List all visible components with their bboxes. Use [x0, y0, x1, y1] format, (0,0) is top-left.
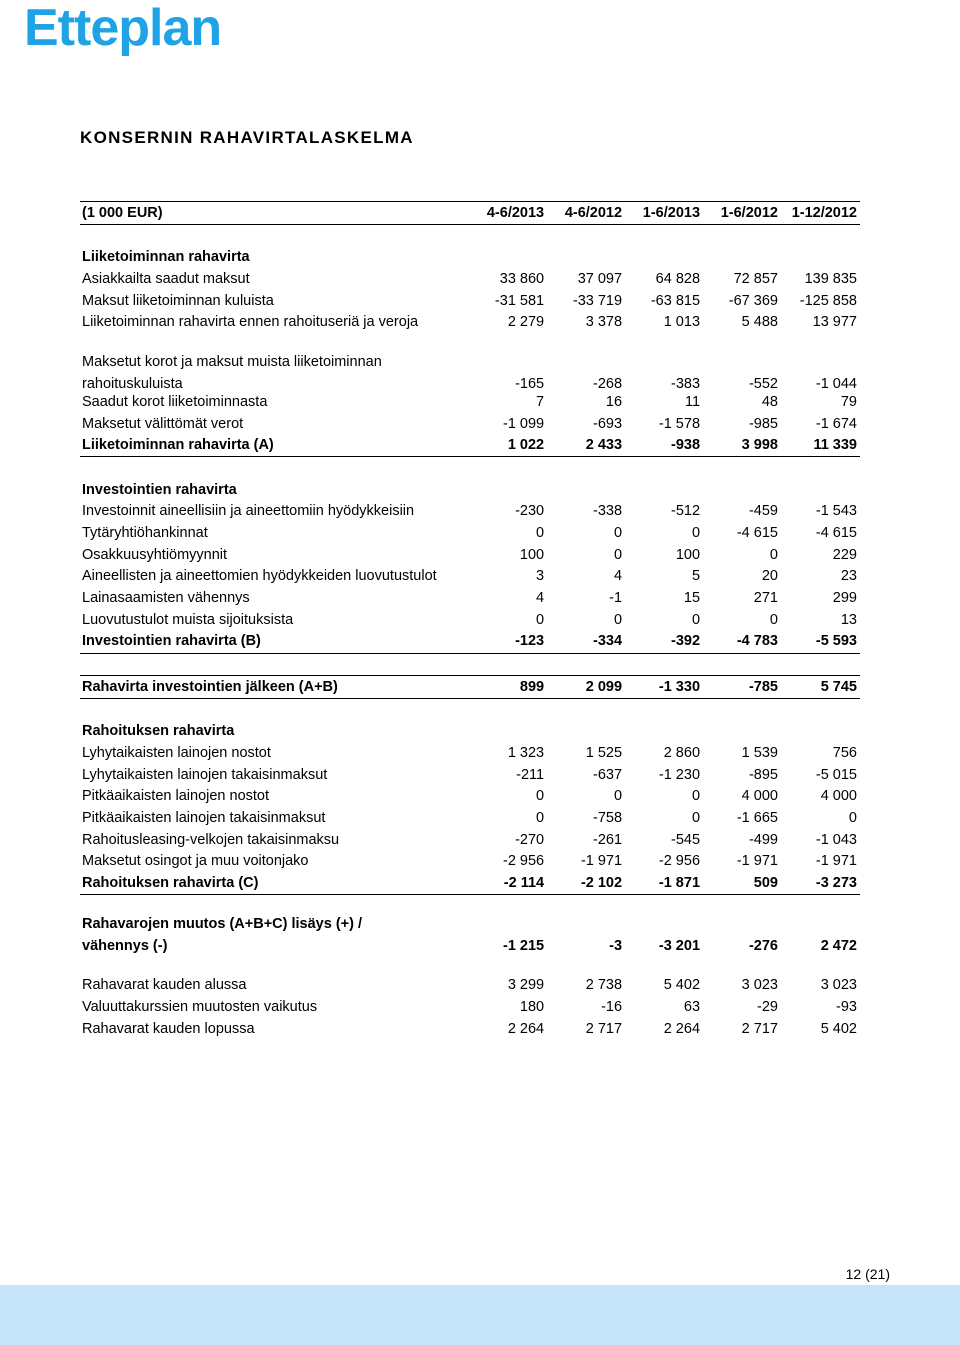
value-cell: -785 [703, 676, 781, 699]
value-cell: -334 [547, 631, 625, 653]
value-cell: 5 [691, 568, 701, 585]
table-row [80, 312, 860, 334]
value-cell: -3 273 [781, 872, 860, 894]
value-cell: 271 [753, 590, 778, 607]
value-cell: 100 [675, 546, 701, 563]
value-cell: 3 [536, 568, 545, 585]
row-label: Pitkäaikaisten lainojen takaisinmaksut [82, 809, 326, 826]
table-row [80, 829, 860, 851]
value-cell: 63 [683, 998, 701, 1015]
value-cell: 0 [536, 809, 545, 826]
value-cell [703, 355, 781, 391]
row-label: Rahavirta investointien jälkeen (A+B) [80, 676, 469, 699]
page-title: KONSERNIN RAHAVIRTALASKELMA [80, 128, 414, 147]
value-cell: 1 013 [663, 314, 701, 331]
table-row [80, 764, 860, 786]
value-cell: 15 [683, 590, 701, 607]
value-cell: 64 828 [655, 270, 701, 287]
value-text: -1 044 [815, 375, 857, 392]
section-heading: Liiketoiminnan rahavirta [82, 249, 250, 266]
value-cell: 4 000 [820, 788, 857, 805]
spacer-row [80, 225, 860, 247]
value-cell: 0 [536, 788, 545, 805]
value-cell: 3 378 [585, 314, 623, 331]
column-header: 1-6/2013 [625, 202, 703, 225]
value-cell: 509 [703, 872, 781, 894]
value-cell: 1 525 [585, 744, 623, 761]
row-label: Osakkuusyhtiömyynnit [82, 546, 228, 563]
row-label: Lyhytaikaisten lainojen nostot [82, 744, 271, 761]
page-number: 12 (21) [845, 1266, 890, 1282]
value-cell [625, 355, 703, 391]
table-row [80, 975, 860, 997]
value-cell: 3 023 [820, 977, 857, 994]
value-cell: -938 [625, 435, 703, 457]
value-cell: 3 023 [741, 977, 778, 994]
table-row [80, 501, 860, 523]
value-cell: 899 [469, 676, 547, 699]
value-cell: 3 299 [507, 977, 545, 994]
row-label-line2: rahoituskuluista [82, 375, 183, 392]
value-cell [781, 917, 860, 953]
row-label: Saadut korot liiketoiminnasta [82, 393, 268, 410]
value-cell [547, 917, 625, 953]
value-cell: 2 279 [507, 314, 545, 331]
value-cell: 7 [536, 393, 545, 410]
value-cell: -1 230 [658, 766, 701, 783]
value-cell: -123 [469, 631, 547, 653]
table-row [80, 268, 860, 290]
value-cell: 180 [519, 998, 545, 1015]
value-cell: -1 099 [502, 415, 545, 432]
value-cell: 0 [613, 611, 623, 628]
table-row [80, 996, 860, 1018]
value-cell: -211 [516, 766, 545, 783]
value-cell: 2 264 [663, 1020, 701, 1037]
value-cell: -5 593 [781, 631, 860, 653]
value-cell: 0 [848, 809, 857, 826]
table-row [80, 786, 860, 808]
value-cell: -1 578 [658, 415, 701, 432]
row-label: Aineellisten ja aineettomien hyödykkeiden luovutustulot [82, 568, 437, 585]
value-cell: 0 [769, 546, 778, 563]
value-cell [703, 917, 781, 953]
value-cell: 1 323 [507, 744, 545, 761]
table-row [80, 917, 860, 953]
value-cell: 23 [840, 568, 857, 585]
row-label: Maksetut osingot ja muu voitonjako [82, 853, 309, 870]
spacer-row [80, 698, 860, 720]
table-row [80, 413, 860, 435]
value-cell: 0 [691, 525, 701, 542]
row-label: Maksut liiketoiminnan kuluista [82, 292, 274, 309]
value-cell: -985 [748, 415, 778, 432]
value-cell: 2 099 [547, 676, 625, 699]
value-cell: -1 543 [815, 503, 857, 520]
value-cell: 2 717 [741, 1020, 778, 1037]
value-cell: -758 [593, 809, 623, 826]
value-text: -1 215 [502, 937, 545, 954]
value-cell: -4 615 [736, 525, 778, 542]
value-cell: -1 330 [625, 676, 703, 699]
spacer-row [80, 457, 860, 479]
column-header: 4-6/2013 [469, 202, 547, 225]
value-cell: 1 022 [469, 435, 547, 457]
value-cell: 5 488 [741, 314, 778, 331]
value-text: -552 [748, 375, 778, 392]
value-cell: -1 971 [815, 853, 857, 870]
value-cell [469, 355, 547, 391]
value-cell: -1 871 [625, 872, 703, 894]
row-label: Investoinnit aineellisiin ja aineettomiin hyödykkeisiin [82, 503, 415, 520]
value-cell: 1 539 [741, 744, 778, 761]
value-cell: -230 [515, 503, 545, 520]
row-label: Valuuttakurssien muutosten vaikutus [82, 998, 318, 1015]
value-cell: 0 [691, 809, 701, 826]
value-cell: -2 102 [547, 872, 625, 894]
value-text: -268 [593, 375, 623, 392]
value-cell: 0 [691, 611, 701, 628]
value-cell: -499 [748, 831, 778, 848]
value-cell: -1 971 [736, 853, 778, 870]
value-cell: 0 [613, 525, 623, 542]
footer-band [0, 1285, 960, 1345]
value-cell: -895 [748, 766, 778, 783]
value-cell: -261 [593, 831, 623, 848]
row-label: Rahavarat kauden alussa [82, 977, 247, 994]
value-cell: 37 097 [577, 270, 623, 287]
row-label: Investointien rahavirta (B) [80, 631, 469, 653]
value-cell: 2 717 [585, 1020, 623, 1037]
value-cell: 72 857 [733, 270, 778, 287]
value-cell: -459 [748, 503, 778, 520]
value-cell: 299 [832, 590, 857, 607]
value-cell: 5 745 [781, 676, 860, 699]
value-text: -3 [609, 937, 623, 954]
value-text: -165 [515, 375, 545, 392]
table-row [80, 631, 860, 653]
value-cell: 229 [832, 546, 857, 563]
table-row [80, 1018, 860, 1040]
table-row [80, 290, 860, 312]
value-cell: -2 114 [469, 872, 547, 894]
row-label: Rahoituksen rahavirta (C) [80, 872, 469, 894]
value-cell: 0 [536, 525, 545, 542]
value-cell: -4 615 [815, 525, 857, 542]
row-label: Luovutustulot muista sijoituksista [82, 611, 294, 628]
unit-label: (1 000 EUR) [80, 202, 469, 225]
value-cell: -693 [593, 415, 623, 432]
value-cell: 2 860 [663, 744, 701, 761]
table-row [80, 522, 860, 544]
value-cell: 0 [536, 611, 545, 628]
value-cell: 0 [613, 788, 623, 805]
value-cell: 4 [613, 568, 623, 585]
value-cell: 5 402 [663, 977, 701, 994]
table-row [80, 435, 860, 457]
column-header: 1-6/2012 [703, 202, 781, 225]
value-cell: 0 [769, 611, 778, 628]
table-header-row [80, 202, 860, 225]
table-row [80, 742, 860, 764]
table-row [80, 609, 860, 631]
value-text: -3 201 [658, 937, 701, 954]
value-cell: -93 [836, 998, 857, 1015]
row-label: Rahoitusleasing-velkojen takaisinmaksu [82, 831, 340, 848]
value-cell: 4 [536, 590, 545, 607]
row-label: Maksetut välittömät verot [82, 415, 244, 432]
value-cell: -338 [593, 503, 623, 520]
row-label [80, 917, 469, 953]
value-cell: -2 956 [502, 853, 545, 870]
value-cell: -67 369 [728, 292, 778, 309]
table-row [80, 807, 860, 829]
value-cell: 100 [519, 546, 545, 563]
value-cell: 13 [840, 611, 857, 628]
row-label-line1: Rahavarojen muutos (A+B+C) lisäys (+) / [82, 915, 363, 932]
row-label [80, 355, 469, 391]
value-cell: -1 [609, 590, 623, 607]
value-cell: -29 [757, 998, 778, 1015]
row-label: Tytäryhtiöhankinnat [82, 525, 208, 542]
value-cell: -1 043 [815, 831, 857, 848]
value-cell: 13 977 [812, 314, 857, 331]
value-cell: -63 815 [650, 292, 701, 309]
value-text: -276 [748, 937, 778, 954]
row-label: Liiketoiminnan rahavirta (A) [80, 435, 469, 457]
row-label-line2: vähennys (-) [82, 937, 168, 954]
value-cell: -270 [515, 831, 545, 848]
spacer-row [80, 895, 860, 917]
value-cell: -2 956 [658, 853, 701, 870]
value-cell: 11 [684, 393, 701, 410]
table-row [80, 566, 860, 588]
value-cell: -33 719 [572, 292, 623, 309]
value-cell: 11 339 [781, 435, 860, 457]
table-row [80, 872, 860, 894]
value-cell: 79 [840, 393, 857, 410]
table-row [80, 355, 860, 391]
value-cell: 2 264 [507, 1020, 545, 1037]
value-cell: 20 [761, 568, 778, 585]
spacer-row [80, 953, 860, 975]
row-label-line1: Maksetut korot ja maksut muista liiketoiminnan [82, 354, 382, 371]
value-cell: -5 015 [815, 766, 857, 783]
value-cell: -545 [670, 831, 701, 848]
table-row [80, 391, 860, 413]
value-cell: -1 674 [815, 415, 857, 432]
section-heading: Rahoituksen rahavirta [82, 723, 235, 740]
value-cell: 48 [761, 393, 778, 410]
section-heading: Investointien rahavirta [82, 481, 237, 498]
value-cell: 16 [605, 393, 623, 410]
value-cell: 33 860 [499, 270, 545, 287]
value-cell: -1 665 [736, 809, 778, 826]
etteplan-logo: Etteplan [24, 0, 222, 57]
value-cell [547, 355, 625, 391]
value-cell: 0 [613, 546, 623, 563]
value-cell: -1 971 [580, 853, 623, 870]
cash-flow-table [80, 201, 860, 1040]
value-cell: 4 000 [741, 788, 778, 805]
value-cell: -512 [670, 503, 701, 520]
value-text: 2 472 [820, 937, 857, 954]
value-cell: 3 998 [703, 435, 781, 457]
row-label: Pitkäaikaisten lainojen nostot [82, 788, 270, 805]
value-cell [781, 355, 860, 391]
value-cell [625, 917, 703, 953]
value-cell: -392 [625, 631, 703, 653]
value-cell: -16 [601, 998, 623, 1015]
value-cell: -637 [593, 766, 623, 783]
value-cell: 756 [832, 744, 857, 761]
value-cell: 139 835 [804, 270, 857, 287]
spacer-row [80, 333, 860, 355]
column-header: 1-12/2012 [781, 202, 860, 225]
value-cell [469, 917, 547, 953]
table-row [80, 851, 860, 873]
value-cell: 5 402 [820, 1020, 857, 1037]
value-cell: 2 433 [547, 435, 625, 457]
table-row [80, 544, 860, 566]
value-cell: -125 858 [799, 292, 857, 309]
row-label: Lainasaamisten vähennys [82, 590, 250, 607]
value-cell: 2 738 [585, 977, 623, 994]
value-cell: 0 [691, 788, 701, 805]
value-cell: -4 783 [703, 631, 781, 653]
value-cell: -31 581 [494, 292, 545, 309]
column-header: 4-6/2012 [547, 202, 625, 225]
value-text: -383 [670, 375, 701, 392]
row-label: Rahavarat kauden lopussa [82, 1020, 255, 1037]
table-row [80, 588, 860, 610]
spacer-row [80, 653, 860, 676]
table-row [80, 676, 860, 699]
row-label: Asiakkailta saadut maksut [82, 270, 250, 287]
row-label: Lyhytaikaisten lainojen takaisinmaksut [82, 766, 328, 783]
row-label: Liiketoiminnan rahavirta ennen rahoituseriä ja veroja [82, 314, 419, 331]
